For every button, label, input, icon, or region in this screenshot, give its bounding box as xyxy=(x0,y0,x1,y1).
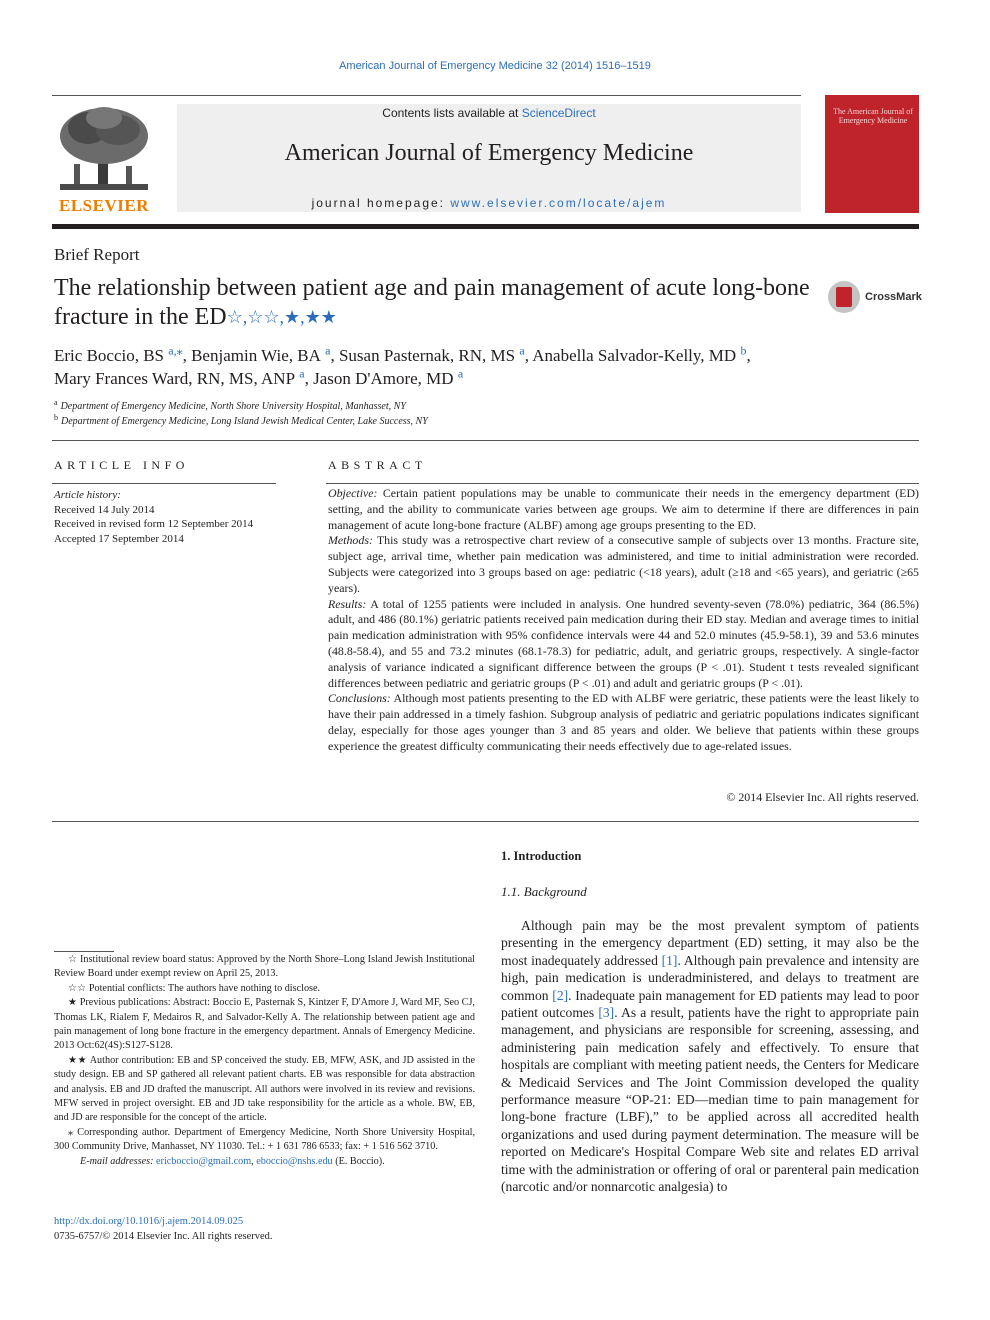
header-top-rule xyxy=(52,95,801,96)
author-affiliation-mark[interactable]: a xyxy=(519,343,525,358)
abstract-objective: Objective: Certain patient populations may be unable to communicate their needs in the emergency department (ED) setting, and the ability to communicate varies between age groups. We aim to determine if there are differences in pain management of acute long-bone fracture (ALBF) among age groups presenting to the ED. xyxy=(328,486,919,532)
elsevier-wordmark: ELSEVIER xyxy=(59,196,149,215)
doi-footer xyxy=(54,1214,273,1244)
title-footnote-marks[interactable]: ☆,☆☆,★,★★ xyxy=(226,307,337,327)
issn-line: 0735-6757/© 2014 Elsevier Inc. All rights reserved. xyxy=(54,1231,273,1242)
accepted-date: Accepted 17 September 2014 xyxy=(54,532,184,545)
reference-link[interactable]: [3] xyxy=(598,1005,615,1021)
reference-link[interactable]: [2] xyxy=(552,987,569,1003)
abstract-heading: ABSTRACT xyxy=(328,458,427,472)
footnote-rule xyxy=(54,951,114,952)
crossmark-icon xyxy=(828,281,860,313)
footnote-previous-publications: ★ Previous publications: Abstract: Boccio E, Pasternak S, Kintzer F, D'Amore J, Ward MF, Seo CJ, Thomas LK, Rialem F, Medairos R, and Salvador-Kelly A. The relationship between patient age and pain management of long bone fracture in the emergency department. Annals of Emergency Medicine. 2013 Oct:62(4S):S127-S128. xyxy=(54,997,475,1052)
header-thick-rule xyxy=(52,224,919,229)
author-name[interactable]: Benjamin Wie, BA xyxy=(191,346,321,365)
abstract-methods: Methods: This study was a retrospective chart review of a consecutive sample of subjects over 13 months. Fracture site, subject age, arrival time, whether pain medication was administered, and time to initial administration were recorded. Subjects were categorized into 3 groups based on age: pediatric (<18 years), adult (≥18 and <65 years), and geriatric (≥65 years). xyxy=(328,533,919,595)
author-name[interactable]: Jason D'Amore, MD xyxy=(313,369,454,388)
footnote-emails: E-mail addresses: ericboccio@gmail.com, eboccio@nshs.edu (E. Boccio). xyxy=(80,1155,385,1167)
author-affiliation-mark[interactable]: a,⁎ xyxy=(168,343,183,358)
article-title-text: The relationship between patient age and pain management of acute long-bone fracture in the ED xyxy=(54,275,810,330)
footnote-conflicts: ☆☆ Potential conflicts: The authors have nothing to disclose. xyxy=(68,982,321,994)
contents-line: Contents lists available at ScienceDirect xyxy=(382,106,596,120)
author-name[interactable]: Anabella Salvador-Kelly, MD xyxy=(532,346,737,365)
journal-reference[interactable]: American Journal of Emergency Medicine 32 (2014) 1516–1519 xyxy=(339,60,651,72)
abstract-results: Results: A total of 1255 patients were included in analysis. One hundred seventy-seven (78.0%) pediatric, 364 (86.5%) adult, and 486 (80.1%) geriatric patients received pain medication during their ED stay. Median and average times to initial pain medication administration with 95% confidence intervals were 44 and 52.0 minutes (45.9-58.1), 39 and 53.6 minutes (48.8-58.4), and 55 and 73.2 minutes (68.1-78.3) for pediatric, adult, and geriatric groups, respectively. A single-factor analysis of variance indicated a significant difference between the groups (P < .01). Student t tests revealed significant differences between pediatric and geriatric groups (P < .01) and adult and geriatric groups (P < .01). xyxy=(328,596,919,690)
journal-title: American Journal of Emergency Medicine xyxy=(284,140,694,166)
author-affiliation-mark[interactable]: a xyxy=(325,343,331,358)
doi-link[interactable]: http://dx.doi.org/10.1016/j.ajem.2014.09.025 xyxy=(54,1216,244,1227)
homepage-line: journal homepage: www.elsevier.com/locate/ajem xyxy=(311,196,667,210)
abstract-conclusions: Conclusions: Although most patients presenting to the ED with ALBF were geriatric, these patients were the least likely to have their pain addressed in a timely fashion. Subgroup analysis of pediatric and geriatric populations indicates significant delay, especially for those ages younger than 3 and 85 years and older. We believe that patients within these groups experience the greatest difficulty communicating their needs effectively due to age-related issues. xyxy=(328,691,919,753)
article-history xyxy=(54,488,278,546)
section-heading-introduction: 1. Introduction xyxy=(501,849,582,863)
subsection-heading-background: 1.1. Background xyxy=(501,884,587,899)
author-affiliation-mark[interactable]: a xyxy=(457,366,464,381)
footnotes xyxy=(54,953,475,1169)
article-info-rule xyxy=(52,483,276,484)
abstract-rule xyxy=(326,483,919,484)
affiliation: $^b$ Department of Emergency Medicine, Long Island Jewish Medical Center, Lake Success, NY xyxy=(54,412,428,427)
journal-cover-thumbnail[interactable] xyxy=(825,95,919,213)
elsevier-logo xyxy=(52,104,156,216)
email-link[interactable]: ericboccio@gmail.com xyxy=(156,1155,252,1167)
author-affiliation-mark[interactable]: a xyxy=(299,366,305,381)
revised-date: Received in revised form 12 September 2014 xyxy=(54,518,254,530)
affiliations xyxy=(54,399,428,429)
abstract-bottom-rule xyxy=(52,821,919,822)
footnote-irb: ☆ Institutional review board status: Approved by the North Shore–Long Island Jewish Institutional Review Board under exempt review on April 25, 2013. xyxy=(54,954,475,980)
crossmark-button[interactable] xyxy=(828,281,920,315)
history-label: Article history: xyxy=(54,489,121,501)
author-name[interactable]: Mary Frances Ward, RN, MS, ANP xyxy=(54,369,296,388)
journal-masthead xyxy=(177,104,801,212)
elsevier-tree-icon xyxy=(52,104,156,196)
received-date: Received 14 July 2014 xyxy=(54,503,155,516)
cover-title: The American Journal of Emergency Medicine xyxy=(833,107,913,125)
crossmark-label: CrossMark xyxy=(865,291,922,303)
abstract-copyright: © 2014 Elsevier Inc. All rights reserved. xyxy=(726,790,919,804)
author-affiliation-mark[interactable]: b xyxy=(740,343,747,358)
affiliation: $^a$ Department of Emergency Medicine, North Shore University Hospital, Manhasset, NY xyxy=(54,397,406,412)
sciencedirect-link[interactable]: ScienceDirect xyxy=(521,106,596,120)
article-info-heading: ARTICLE INFO xyxy=(54,458,189,472)
author-name[interactable]: Susan Pasternak, RN, MS xyxy=(338,346,516,365)
abstract-body xyxy=(328,486,919,755)
author-name[interactable]: Eric Boccio, BS xyxy=(54,346,165,365)
affiliation-rule xyxy=(52,440,919,441)
reference-link[interactable]: [1] xyxy=(661,952,678,968)
article-title xyxy=(54,274,814,332)
footnote-author-contribution: ★★ Author contribution: EB and SP conceived the study. EB, MFW, ASK, and JD assisted in the study design. EB and SP gathered all relevant patient charts. EB was responsible for data abstraction and analysis. EB and JD drafted the manuscript. All authors were involved in its review and revisions. MFW served in project oversight. EB and JD take responsibility for the article as a whole. BW, EB, and JD are responsible for the concept of the article. xyxy=(54,1054,475,1124)
email-link[interactable]: eboccio@nshs.edu xyxy=(256,1155,333,1167)
article-type: Brief Report xyxy=(54,245,140,264)
footnote-corresponding-author: ⁎ Corresponding author. Department of Emergency Medicine, North Shore University Hospital, 300 Community Drive, Manhasset, NY 11030. Tel.: + 1 631 786 6533; fax: + 1 516 562 3710. xyxy=(54,1126,475,1153)
author-list: Eric Boccio, BS $^{a,⁎}$, Benjamin Wie, BA $^a$, Susan Pasternak, RN, MS $^a$, Anabella Salvador-Kelly, MD $^b$, Mary Frances Ward, RN, MS, ANP $^a$, Jason D'Amore, MD $^a$ xyxy=(54,343,751,388)
journal-homepage-link[interactable]: www.elsevier.com/locate/ajem xyxy=(450,196,667,210)
body-paragraph: Although pain may be the most prevalent symptom of patients presenting in the emergency department (ED) setting, it may also be the most inadequately addressed [1]. Although pain prevalence and intensity are high, pain medication is underadministered, and delays to treatment are common [2]. Inadequate pain management for ED patients may lead to poor patient outcomes [3]. As a result, patients have the right to appropriate pain management, and physicians are responsible for screening, assessing, and administering pain medication safely and effectively. To ensure that hospitals are compliant with meeting patient needs, the Centers for Medicare & Medicaid Services and The Joint Commission developed the quality performance measure “OP-21: ED—median time to pain management for long-bone fracture (LBF),” to be applied across all accredited health organizations and used during payment determination. The measure will be reported on Medicare's Hospital Compare Web site and relates ED arrival time with the administration or offering of oral or parenteral pain medication (narcotic and/or nonnarcotic analgesia) to xyxy=(501,918,920,1195)
